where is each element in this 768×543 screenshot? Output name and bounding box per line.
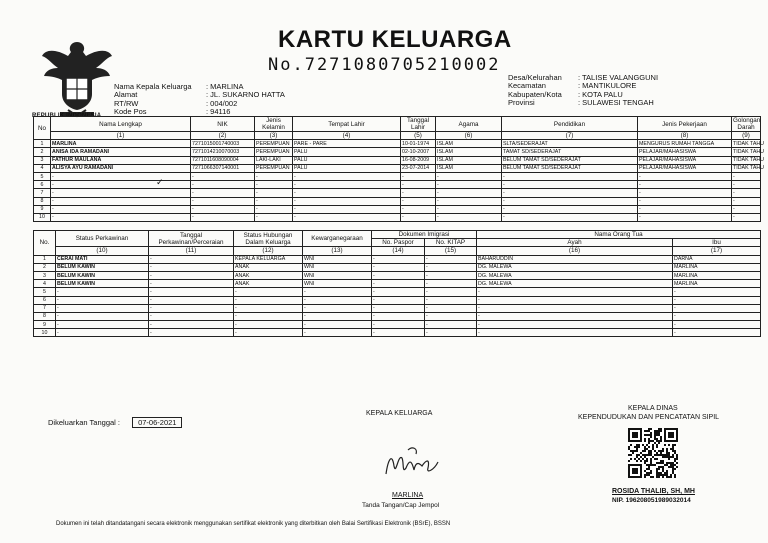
column-number: (7) (502, 132, 638, 140)
table-cell: - (673, 296, 761, 304)
table-cell: - (732, 197, 761, 205)
table-cell: - (303, 321, 372, 329)
table-cell: BELUM KAWIN (56, 280, 149, 288)
table-cell: TIDAK TAHU (733, 148, 764, 155)
table-row (34, 172, 761, 180)
info-value: : MARLINA (206, 82, 244, 91)
table-cell: - (477, 321, 673, 329)
table-cell: BELUM TAMAT SD/SEDERAJAT (502, 156, 638, 164)
family-status-table (33, 230, 761, 337)
table-header-row (34, 117, 761, 132)
table-cell: MARLINA (673, 271, 761, 279)
column-number: (17) (673, 247, 761, 255)
table-cell: - (425, 288, 477, 296)
table-cell: LAKI-LAKI (255, 156, 293, 164)
signature (378, 440, 448, 482)
info-label: Kode Pos (114, 107, 147, 117)
info-value: : 004/002 (206, 98, 238, 108)
right-info-values (578, 74, 658, 108)
table-cell: ANISA IDA RAMADANI (51, 148, 191, 156)
table-cell: 3 (34, 156, 51, 164)
table-cell: 10-01-1974 (401, 140, 436, 148)
table-cell: - (673, 329, 761, 337)
table-cell: - (502, 172, 638, 180)
table-cell: - (149, 304, 234, 312)
table-cell: - (502, 189, 638, 197)
table-cell: 23-07-2014 (401, 164, 436, 172)
column-header: No. Paspor (372, 239, 425, 247)
table-cell: TIDAK TAHU (733, 165, 764, 172)
table-cell: - (372, 255, 425, 263)
table-cell: - (673, 321, 761, 329)
table-cell: - (401, 197, 436, 205)
column-number: (2) (191, 132, 255, 140)
table-cell: - (149, 280, 234, 288)
table-cell: - (436, 172, 502, 180)
table-cell: - (51, 189, 191, 197)
table-row (34, 321, 761, 329)
table-cell: 8 (34, 312, 56, 320)
table-cell: - (502, 213, 638, 221)
family-members-table (33, 116, 764, 222)
table-cell: - (732, 181, 761, 189)
table-cell: - (638, 197, 732, 205)
table-cell: - (234, 312, 303, 320)
column-header: Tempat Lahir (293, 117, 401, 132)
table-cell: - (149, 312, 234, 320)
table-cell: 6 (34, 181, 51, 189)
table-row (34, 255, 761, 263)
table-cell: 7271066307140001 (191, 164, 255, 172)
table-cell: 10 (34, 329, 56, 337)
column-number: (8) (638, 132, 732, 140)
table-cell: - (502, 181, 638, 189)
table-cell: - (638, 172, 732, 180)
table-cell: PELAJAR/MAHASISWA (638, 148, 732, 156)
table-cell: ANAK (234, 271, 303, 279)
column-header: Nama Lengkap (51, 117, 191, 132)
table-cell: 9 (34, 205, 51, 213)
column-number-row (34, 247, 761, 255)
kepala-dinas-name: ROSIDA THALIB, SH, MH (612, 488, 695, 495)
column-header: Jenis Pekerjaan (638, 117, 732, 132)
column-header: NIK (191, 117, 255, 132)
table-cell: - (425, 296, 477, 304)
table-cell: - (425, 312, 477, 320)
table-cell: - (255, 205, 293, 213)
column-number: (9) (732, 132, 761, 140)
column-header: Dokumen Imigrasi (372, 231, 477, 239)
table-cell: - (425, 280, 477, 288)
family-card-number: No.7271080705210002 (268, 55, 501, 75)
table-cell: - (234, 288, 303, 296)
table-cell: - (436, 213, 502, 221)
table-cell: 16-08-2009 (401, 156, 436, 164)
table-cell: - (191, 189, 255, 197)
info-label: Desa/Kelurahan (508, 73, 562, 82)
table-cell: - (51, 205, 191, 213)
table-cell: MENGURUS RUMAH TANGGA (638, 140, 732, 148)
column-number: (12) (234, 247, 303, 255)
table-cell: - (303, 329, 372, 337)
table-cell: - (732, 213, 761, 221)
table-cell: - (401, 189, 436, 197)
table-cell: - (436, 205, 502, 213)
table-cell: - (401, 181, 436, 189)
table-row (34, 164, 761, 172)
column-header: Pendidikan (502, 117, 638, 132)
table-cell: TIDAK TAHU (733, 140, 764, 147)
table-cell: ISLAM (436, 148, 502, 156)
family-members-body (34, 140, 764, 222)
table-cell: - (425, 329, 477, 337)
table-cell: - (372, 263, 425, 271)
table-cell: - (673, 304, 761, 312)
table-row (34, 205, 761, 213)
table-cell: - (477, 304, 673, 312)
table-cell: TAMAT SD/SEDERAJAT (502, 148, 638, 156)
table-cell: - (149, 263, 234, 271)
table-cell: - (436, 197, 502, 205)
table-cell: MARLINA (673, 280, 761, 288)
table-cell: 5 (34, 288, 56, 296)
table-cell: PEREMPUAN (255, 140, 293, 148)
table-cell: MARLINA (51, 140, 191, 148)
kepala-keluarga-name: MARLINA (392, 492, 424, 499)
table-cell: - (56, 288, 149, 296)
info-label: Kecamatan (508, 81, 546, 91)
table-cell: 7271011608090004 (191, 156, 255, 164)
table-row (34, 148, 761, 156)
table-cell: - (293, 181, 401, 189)
table-cell: TIDAK TAHU (733, 157, 764, 164)
table-cell: - (149, 321, 234, 329)
table-cell: PARE - PARE (293, 140, 401, 148)
table-cell: - (638, 181, 732, 189)
table-cell: BELUM KAWIN (56, 263, 149, 271)
table-row (34, 288, 761, 296)
table-cell: - (372, 271, 425, 279)
table-cell: - (673, 312, 761, 320)
garuda-emblem-icon (38, 36, 116, 120)
table-cell: KEPALA KELUARGA (234, 255, 303, 263)
table-cell: - (234, 321, 303, 329)
family-status-body (34, 255, 761, 337)
table-cell: - (372, 329, 425, 337)
column-header: No (34, 117, 51, 140)
table-row (34, 263, 761, 271)
table-cell: - (191, 205, 255, 213)
table-cell: - (293, 205, 401, 213)
table-cell: - (293, 213, 401, 221)
table-cell: - (638, 189, 732, 197)
table-cell: ISLAM (436, 164, 502, 172)
table-cell: PEREMPUAN (255, 164, 293, 172)
table-cell: - (56, 329, 149, 337)
table-cell: 9 (34, 321, 56, 329)
table-row (34, 197, 761, 205)
table-cell: - (51, 197, 191, 205)
table-cell: - (303, 296, 372, 304)
info-value: : KOTA PALU (578, 89, 623, 99)
table-cell: - (477, 288, 673, 296)
check-mark-icon: ✓ (156, 177, 164, 187)
table-cell: - (477, 296, 673, 304)
column-header: Tanggal Perkawinan/Perceraian (149, 231, 234, 247)
table-cell: - (425, 255, 477, 263)
table-cell: - (191, 197, 255, 205)
table-row (34, 181, 761, 189)
table-cell: - (56, 296, 149, 304)
table-cell: BELUM KAWIN (56, 271, 149, 279)
table-cell: - (51, 213, 191, 221)
table-cell: CERAI MATI (56, 255, 149, 263)
table-header-row (34, 231, 761, 239)
table-cell: - (372, 280, 425, 288)
table-cell: - (425, 271, 477, 279)
table-cell: ANAK (234, 263, 303, 271)
table-cell: 2 (34, 148, 51, 156)
table-cell: DG. MALEWA (477, 280, 673, 288)
table-cell: - (56, 304, 149, 312)
column-header: No. (34, 231, 56, 256)
table-cell: - (477, 329, 673, 337)
table-cell: - (732, 172, 761, 180)
table-cell: - (436, 189, 502, 197)
table-cell: BAHARUDDIN (477, 255, 673, 263)
info-value: : MANTIKULORE (578, 81, 637, 91)
table-cell: ANAK (234, 280, 303, 288)
table-row (34, 156, 761, 164)
column-header: Tanggal Lahir (401, 117, 436, 132)
electronic-signature-note: Dokumen ini telah ditandatangani secara elektronik menggunakan sertifikat elektronik yang diterbitkan oleh Balai Sertifikasi Elektronik (BSrE), BSSN (56, 521, 451, 527)
table-cell: - (51, 181, 191, 189)
table-cell: ALISYA AYU RAMADANI (51, 164, 191, 172)
table-cell: - (372, 321, 425, 329)
column-number: (6) (436, 132, 502, 140)
table-cell: - (372, 304, 425, 312)
column-header: Agama (436, 117, 502, 132)
column-header: Kewarganegaraan (303, 231, 372, 247)
table-cell: SLTA/SEDERAJAT (502, 140, 638, 148)
info-value: : SULAWESI TENGAH (578, 98, 654, 108)
table-cell: WNI (303, 255, 372, 263)
table-cell: - (255, 197, 293, 205)
table-cell: 1 (34, 255, 56, 263)
table-cell: PALU (293, 156, 401, 164)
column-header: Status Hubungan Dalam Keluarga (234, 231, 303, 247)
table-cell: - (51, 172, 191, 180)
table-cell: DG. MALEWA (477, 263, 673, 271)
table-cell: - (149, 255, 234, 263)
table-cell: - (255, 213, 293, 221)
table-cell: WNI (303, 263, 372, 271)
table-cell: - (303, 288, 372, 296)
table-cell: WNI (303, 271, 372, 279)
table-cell: - (191, 172, 255, 180)
table-cell: - (401, 205, 436, 213)
column-number-row (34, 132, 761, 140)
column-header: Ibu (673, 239, 761, 247)
table-cell: - (372, 296, 425, 304)
table-cell: 7271015001740003 (191, 140, 255, 148)
page-title: KARTU KELUARGA (278, 26, 512, 53)
table-cell: PELAJAR/MAHASISWA (638, 164, 732, 172)
table-cell: - (293, 172, 401, 180)
table-cell: ISLAM (436, 140, 502, 148)
table-cell: - (255, 181, 293, 189)
kepala-dinas-department: KEPENDUDUKAN DAN PENCATATAN SIPIL (578, 414, 720, 421)
issued-date-row (48, 418, 182, 427)
right-info-labels (508, 74, 562, 108)
table-cell: - (372, 312, 425, 320)
table-cell: 1 (34, 140, 51, 148)
table-cell: - (425, 321, 477, 329)
table-cell: - (425, 263, 477, 271)
table-cell: - (425, 304, 477, 312)
table-cell: ISLAM (436, 156, 502, 164)
issued-date-value: 07-06-2021 (132, 417, 182, 428)
table-cell: - (477, 312, 673, 320)
table-row (34, 312, 761, 320)
table-cell: - (638, 213, 732, 221)
column-number: (1) (51, 132, 191, 140)
table-cell: - (293, 197, 401, 205)
table-row (34, 271, 761, 279)
table-cell: 7 (34, 304, 56, 312)
table-cell: - (149, 296, 234, 304)
table-cell: 7 (34, 189, 51, 197)
emblem-caption: REPUBLIK INDONESIA (32, 113, 102, 119)
table-cell: - (303, 312, 372, 320)
table-cell: - (303, 304, 372, 312)
table-cell: - (502, 205, 638, 213)
left-info-values (206, 83, 285, 117)
table-row (34, 329, 761, 337)
info-value: : JL. SUKARNO HATTA (206, 90, 285, 100)
table-cell: 8 (34, 197, 51, 205)
table-cell: - (638, 205, 732, 213)
info-label: Nama Kepala Keluarga (114, 82, 192, 91)
table-cell: 10 (34, 213, 51, 221)
table-cell: - (732, 205, 761, 213)
table-row (34, 280, 761, 288)
kepala-dinas-title: KEPALA DINAS (628, 405, 678, 412)
table-cell: - (149, 271, 234, 279)
info-label: Kabupaten/Kota (508, 89, 562, 99)
left-info-labels (114, 83, 192, 117)
column-number: (11) (149, 247, 234, 255)
table-cell: - (436, 181, 502, 189)
table-cell: - (401, 172, 436, 180)
column-header: Nama Orang Tua (477, 231, 761, 239)
table-row (34, 213, 761, 221)
table-cell: - (149, 288, 234, 296)
table-cell: - (149, 329, 234, 337)
table-cell: - (401, 213, 436, 221)
table-cell: - (502, 197, 638, 205)
table-cell: - (673, 288, 761, 296)
table-cell: 4 (34, 280, 56, 288)
column-header: Ayah (477, 239, 673, 247)
table-cell: PEREMPUAN (255, 148, 293, 156)
column-header: Status Perkawinan (56, 231, 149, 247)
table-cell: - (293, 189, 401, 197)
table-row (34, 304, 761, 312)
table-cell: 4 (34, 164, 51, 172)
column-number: (4) (293, 132, 401, 140)
table-cell: FATHUR MAULANA (51, 156, 191, 164)
info-label: Provinsi (508, 98, 535, 108)
table-cell: - (56, 312, 149, 320)
table-cell: - (191, 213, 255, 221)
table-cell: - (234, 329, 303, 337)
column-number: (5) (401, 132, 436, 140)
kepala-dinas-nip: NIP. 196208051989032014 (612, 497, 691, 504)
table-cell: - (234, 296, 303, 304)
table-cell: BELUM TAMAT SD/SEDERAJAT (502, 164, 638, 172)
info-value: : 94116 (206, 107, 231, 117)
column-header: No. KITAP (425, 239, 477, 247)
column-number: (15) (425, 247, 477, 255)
info-label: Alamat (114, 90, 138, 100)
column-number: (13) (303, 247, 372, 255)
table-cell: MARLINA (673, 263, 761, 271)
table-cell: 7271014210070003 (191, 148, 255, 156)
info-value: : TALISE VALANGGUNI (578, 73, 659, 82)
column-number: (10) (56, 247, 149, 255)
column-header: Golongan Darah (733, 117, 761, 131)
table-cell: - (234, 304, 303, 312)
qr-code-icon (628, 428, 678, 478)
table-cell: PELAJAR/MAHASISWA (638, 156, 732, 164)
column-number: (16) (477, 247, 673, 255)
table-cell: PALU (293, 148, 401, 156)
table-cell: WNI (303, 280, 372, 288)
table-cell: 02-10-2007 (401, 148, 436, 156)
table-cell: 6 (34, 296, 56, 304)
table-cell: DG. MALEWA (477, 271, 673, 279)
kepala-keluarga-title: KEPALA KELUARGA (366, 410, 433, 417)
column-header: Jenis Kelamin (255, 117, 293, 132)
info-label: RT/RW (114, 98, 139, 108)
table-row (34, 189, 761, 197)
table-cell: - (255, 172, 293, 180)
table-cell: - (372, 288, 425, 296)
table-cell: - (56, 321, 149, 329)
table-cell: 3 (34, 271, 56, 279)
table-cell: PALU (293, 164, 401, 172)
signature-caption: Tanda Tangan/Cap Jempol (362, 502, 440, 509)
table-cell: 2 (34, 263, 56, 271)
table-row (34, 140, 761, 148)
table-cell: DARNA (673, 255, 761, 263)
column-number: (14) (372, 247, 425, 255)
table-row (34, 296, 761, 304)
column-number: (3) (255, 132, 293, 140)
issued-date-label: Dikeluarkan Tanggal : (48, 418, 120, 427)
table-cell: - (732, 189, 761, 197)
table-cell: 5 (34, 172, 51, 180)
table-cell: - (255, 189, 293, 197)
table-cell: - (191, 181, 255, 189)
